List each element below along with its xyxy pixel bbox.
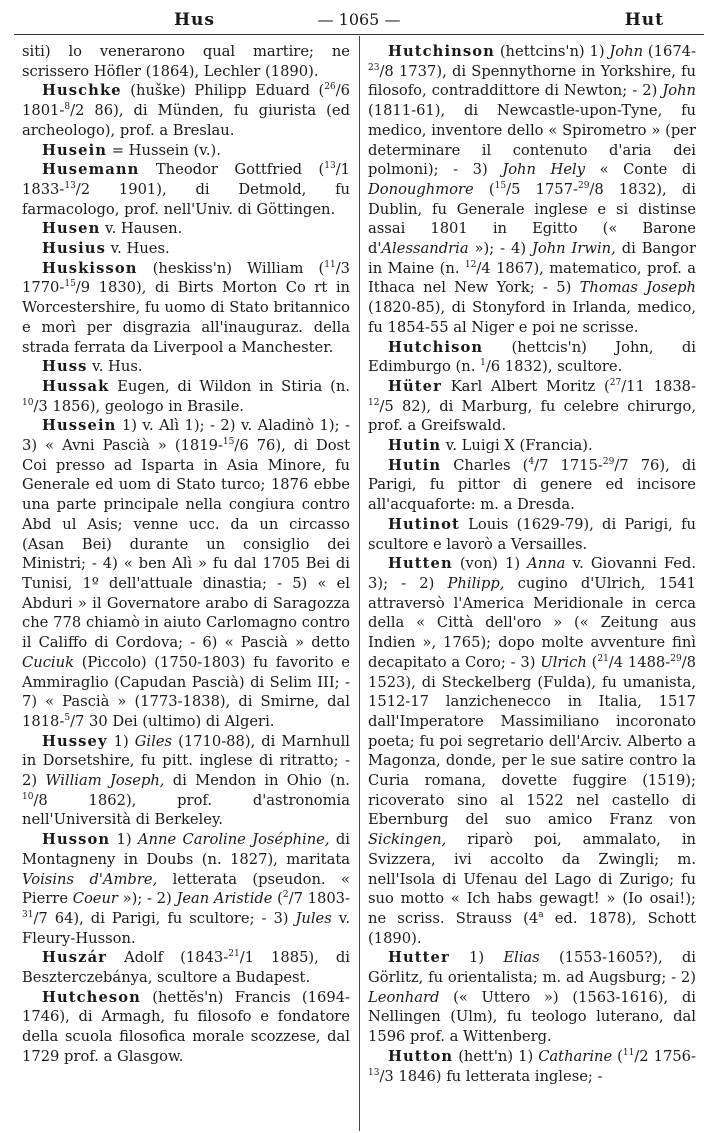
date-superscript: 15 [494,181,507,192]
entry-text: (1553-1605?), di Görlitz, fu orientalista; m. ad Augsburg; - 2) [368,949,696,987]
entry-text: 1) [107,732,135,750]
entry-text: Charles ( [441,456,529,474]
headword: Husemann [42,161,140,179]
italic-name: Cuciuk [22,653,74,671]
entry-text: ed. 1878), Schott (1890). [368,909,696,947]
date-superscript: 29 [670,653,682,664]
entry-text: riparò poi, ammalato, in Svizzera, ivi accolto da Zwingli; m. nell'Isola di Ufenau del Lago di Zurigo; fu suo motto « Ich habs gewagt! » (Io osai!); ne scriss. Strauss (4 [368,831,696,927]
entry-text: »); - 2) [117,890,177,908]
entry-text: /1 1885), di Beszterczebánya, scultore a Budapest. [22,949,350,987]
italic-name: John Hely [502,161,586,179]
page-header [14,6,704,32]
headword: Hutin [388,437,442,455]
entry-huskisson [22,259,350,358]
entry-text: /8 1523), di Steckelberg (Fulda), fu umanista, 1512-17 lanzichenecco in Italia, 1517 dall'Imperatore Massimiliano incoronato poeta; fu poi segretario dell'Arciv. Alberto a Magonza, donde, per le sue satire contro la Curia romana, dovette fuggire (1519); ricoverato sino al 1522 nel castello di Ebernburg del suo amico Franz von [368,653,696,829]
date-superscript: 12 [464,259,477,270]
date-superscript: 13 [368,1067,380,1078]
entry-text: (hett'n) 1) [453,1047,539,1065]
entry-hutcheson [22,988,350,1067]
entry-text: /1 1833- [22,161,350,198]
headword: Hussak [42,377,110,395]
entry-hussein [22,416,350,731]
left-column [22,42,350,1067]
entry-text: (heskiss'n) William ( [137,259,325,277]
date-superscript: 29 [577,181,590,192]
headword: Huss [42,358,88,376]
entry-text: di Montagneny in Doubs (n. 1827), maritata [22,831,350,868]
date-superscript: 1 [480,358,486,369]
entry-text: Theodor Gottfried ( [139,161,325,179]
entry-text: /6 76), di Dost Coi presso ad Isparta in Asia Minore, fu Generale ed uom di Stato turco; 1876 ebbe una parte principale nella congiura contro Abd ul Asis; venne ucc. da un circasso (Asan Bei) durante un consiglio dei Ministri; - 4) « ben Alì » fu dal 1705 Bei di Tunisi, 1º dell'attuale dinastia; - 5) « el Abduri » il Governatore arabo di Saragozza che 778 chiamò in aiuto Carlomagno contro il Califfo di Cordova; - 6) « Pascià » detto [22,437,350,652]
headword: Husius [42,240,106,258]
italic-name: John Irwin, [531,240,616,258]
page-number: — 1065 — [317,10,401,29]
entry-text: Adolf (1843- [107,949,229,967]
headword: Hussein [42,417,117,435]
italic-name: William Joseph, [45,772,165,790]
entry-hutin-2 [368,456,696,515]
running-head-left: Hus [174,10,215,30]
entry-text: letterata (pseudon. « Pierre [22,870,350,908]
entry-text: = Hussein (v.). [107,141,221,159]
entry-text: (huške) Philipp Eduard ( [121,82,325,100]
italic-name: Coeur [72,890,118,908]
date-superscript: 15 [222,437,235,448]
entry-text: /7 1715- [534,456,603,474]
entry-hutchison [368,338,696,377]
headword: Hussey [42,732,108,750]
entry-text: Karl Albert Moritz ( [441,377,610,395]
entry-text: (« Uttero ») (1563-1616), di Nellingen (Ulm), fu teologo luterano, dal 1596 prof. a Wittenberg. [368,988,696,1046]
italic-name: Ulrich [540,653,587,671]
entry-text: /7 1803- [288,890,350,908]
entry-text: /3 1856), geologo in Brasile. [33,397,244,415]
entry-text: (Piccolo) (1750-1803) fu favorito e Ammiraglio (Capudan Pascià) di Selim III; - 7) « Pascià » (1773-1838), di Smirne, dal 1818- [22,653,350,730]
entry-huss [22,357,350,377]
ordinal-superscript: a [538,910,544,921]
entry-text: siti) lo venerarono qual martire; ne scrissero Höfler (1864), Lechler (1890). [22,43,350,80]
date-superscript: 13 [64,181,76,192]
entry-hussak [22,377,350,416]
header-rule [14,34,704,35]
italic-name: Thomas Joseph [579,279,696,297]
italic-name: John [609,43,644,60]
italic-name: John [662,82,696,100]
entry-hussey [22,732,350,831]
entry-hutinot [368,515,696,554]
entry-text: Louis (1629-79), di Parigi, fu scultore e lavorò a Versailles. [368,515,696,553]
entry-text: 1) v. Alì 1); - 2) v. Aladinò 1); - 3) « Avni Pascià » (1819- [22,417,350,455]
headword: Hutinot [388,515,460,533]
entry-text: /4 1488- [608,653,671,671]
entry-hutter [368,948,696,1047]
entry-text: /7 30 Dei (ultimo) di Algeri. [70,712,275,730]
entry-text: (hettcins'n) 1) [494,43,610,60]
date-superscript: 21 [597,653,609,664]
entry-text: /8 1862), prof. d'astronomia nell'Università di Berkeley. [22,791,350,829]
entry-hutton [368,1047,696,1086]
entry-text: /8 1737), di Spennythorne in Yorkshire, fu filosofo, contraddittore di Newton; - 2) [368,62,696,100]
entry-text: Eugen, di Wildon in Stiria (n. [109,377,350,395]
entry-text: ( [586,653,598,671]
date-superscript: 15 [64,279,76,290]
entry-text: /6 1801- [22,82,350,120]
headword: Huszár [42,949,108,967]
entry-text: /9 1830), di Birts Morton Co rt in Worcestershire, fu uomo di Stato britannico e morì per disgrazia all'inauguraz. della strada ferrata da Liverpool a Manchester. [22,279,350,356]
running-head-right: Hut [624,10,664,30]
entry-huschke [22,81,350,140]
entry-text: ( [612,1047,623,1065]
italic-name: Catharine [538,1047,613,1065]
date-superscript: 23 [368,62,380,73]
italic-name: Anne Caroline Joséphine, [137,831,330,849]
entry-text: di Mendon in Ohio (n. [164,772,350,790]
entry-text: /5 1757- [506,180,578,198]
headword: Hutton [388,1047,454,1065]
headword: Hutcheson [42,988,141,1006]
entry-text: v. Fleury-Husson. [22,909,350,947]
date-superscript: 13 [324,161,336,172]
entry-hutin-1 [368,436,696,456]
italic-name: Jules [295,909,332,927]
entry-text: (hettĕs'n) Francis (1694-1746), di Armagh, fu filosofo e fondatore della scuola filosofica morale scozzese, dal 1729 prof. a Glasgow. [22,988,350,1065]
entry-text: (1820-85), di Stonyford in Irlanda, medico, fu 1854-55 al Niger e poi ne scrisse. [368,299,696,336]
headword: Huschke [42,82,122,100]
entry-text: v. Luigi X (Francia). [441,437,593,455]
entry-text: v. Hus. [87,358,143,376]
entry-husson [22,830,350,948]
italic-name: Elias [503,949,540,967]
entry-husemann [22,160,350,219]
date-superscript: 27 [609,378,622,389]
entry-text: 1) [449,949,504,967]
date-superscript: 10 [22,397,34,408]
entry-text: /8 1832), di Dublin, fu Generale inglese e si distinse assai 1801 in Egitto (« Barone d' [368,180,696,258]
right-column [368,42,696,1086]
headword: Hutter [388,949,450,967]
entry-huszar [22,948,350,987]
headword: Hüter [388,377,442,395]
entry-text: ( [473,180,495,198]
entry-text: /3 1846) fu letterata inglese; - [379,1067,603,1085]
headword: Hutchinson [388,43,495,60]
entry-text: »); - 4) [468,240,532,258]
date-superscript: 12 [368,397,380,408]
entry-text: v. Giovanni Fed. 3); - 2) [368,555,696,592]
headword: Hutin [388,456,442,474]
italic-name: Leonhard [368,988,440,1006]
entry-text: /7 64), di Parigi, fu scultore; - 3) [33,909,296,927]
entry-text: /2 1756- [634,1047,696,1065]
italic-name: Giles [134,732,173,750]
italic-name: Philipp, [447,574,505,592]
italic-name: Jean Aristide [176,890,273,908]
headword: Husson [42,831,111,849]
entry-text: /5 82), di Marburg, fu celebre chirurgo, prof. a Greifswald. [368,397,696,435]
entry-text: /6 1832), scultore. [485,358,623,376]
entry-text: /2 86), di Münden, fu giurista (ed archeologo), prof. a Breslau. [22,102,350,139]
entry-text: (von) 1) [452,555,528,573]
italic-name: Donoughmore [368,180,474,198]
entry-text: « Conte di [585,161,696,179]
date-superscript: 29 [602,456,615,467]
entry-text: cugino d'Ulrich, 1541 attraversò l'America Meridionale in cerca della « Città dell'oro » (« Zeitung aus Indien », 1765); dopo molte avventure finì decapitato a Coro; - 3) [368,574,696,671]
entry-text: (1710-88), di Marnhull in Dorsetshire, fu pitt. inglese di ritratto; - 2) [22,732,350,790]
date-superscript: 5 [64,713,71,724]
date-superscript: 21 [228,949,240,960]
headword: Hutchison [388,338,484,356]
headword: Huskisson [42,259,138,277]
entry-huter [368,377,696,436]
date-superscript: 11 [622,1047,635,1058]
headword: Husein [42,141,108,159]
entry-text: /2 1901), di Detmold, fu farmacologo, prof. nell'Univ. di Göttingen. [22,180,350,218]
date-superscript: 8 [64,102,71,113]
headword: Hutten [388,555,453,573]
italic-name: Alessandria [381,240,469,258]
entry-husen [22,219,350,239]
italic-name: Anna [527,555,566,573]
entry-text: /11 1838- [621,377,696,395]
entry-text: (1674- [643,43,696,60]
entry-hutchinson [368,42,696,338]
entry-text: /3 1770- [22,259,350,297]
entry-text: (hettcis'n) John, di Edimburgo (n. [368,338,696,376]
date-superscript: 4 [528,456,535,467]
italic-name: Sickingen, [368,831,447,849]
entry-text: v. Hausen. [100,220,183,238]
entry-text: di Bangor in Maine (n. [368,240,696,277]
date-superscript: 31 [22,910,34,921]
entry-text: /4 1867), matematico, prof. a Ithaca nel New York; - 5) [368,259,696,297]
entry-text: /7 76), di Parigi, fu pittor di genere ed incisore all'acquaforte: m. a Dresda. [368,456,696,514]
entry-husein [22,141,350,161]
column-divider [359,36,360,1131]
entry-continuation [22,42,350,81]
date-superscript: 2 [282,890,289,901]
entry-hutten [368,554,696,948]
italic-name: Voisins d'Ambre, [22,870,158,888]
date-superscript: 26 [324,82,336,93]
headword: Husen [42,220,101,238]
entry-husius [22,239,350,259]
entry-text: 1) [110,831,138,849]
entry-text: ( [272,890,283,908]
date-superscript: 11 [324,259,336,270]
entry-text: v. Hues. [105,240,170,258]
entry-text: (1811-61), di Newcastle-upon-Tyne, fu medico, inventore dello « Spirometro » (per determinare il contenuto d'aria dei polmoni); - 3) [368,102,696,179]
date-superscript: 10 [22,791,34,802]
